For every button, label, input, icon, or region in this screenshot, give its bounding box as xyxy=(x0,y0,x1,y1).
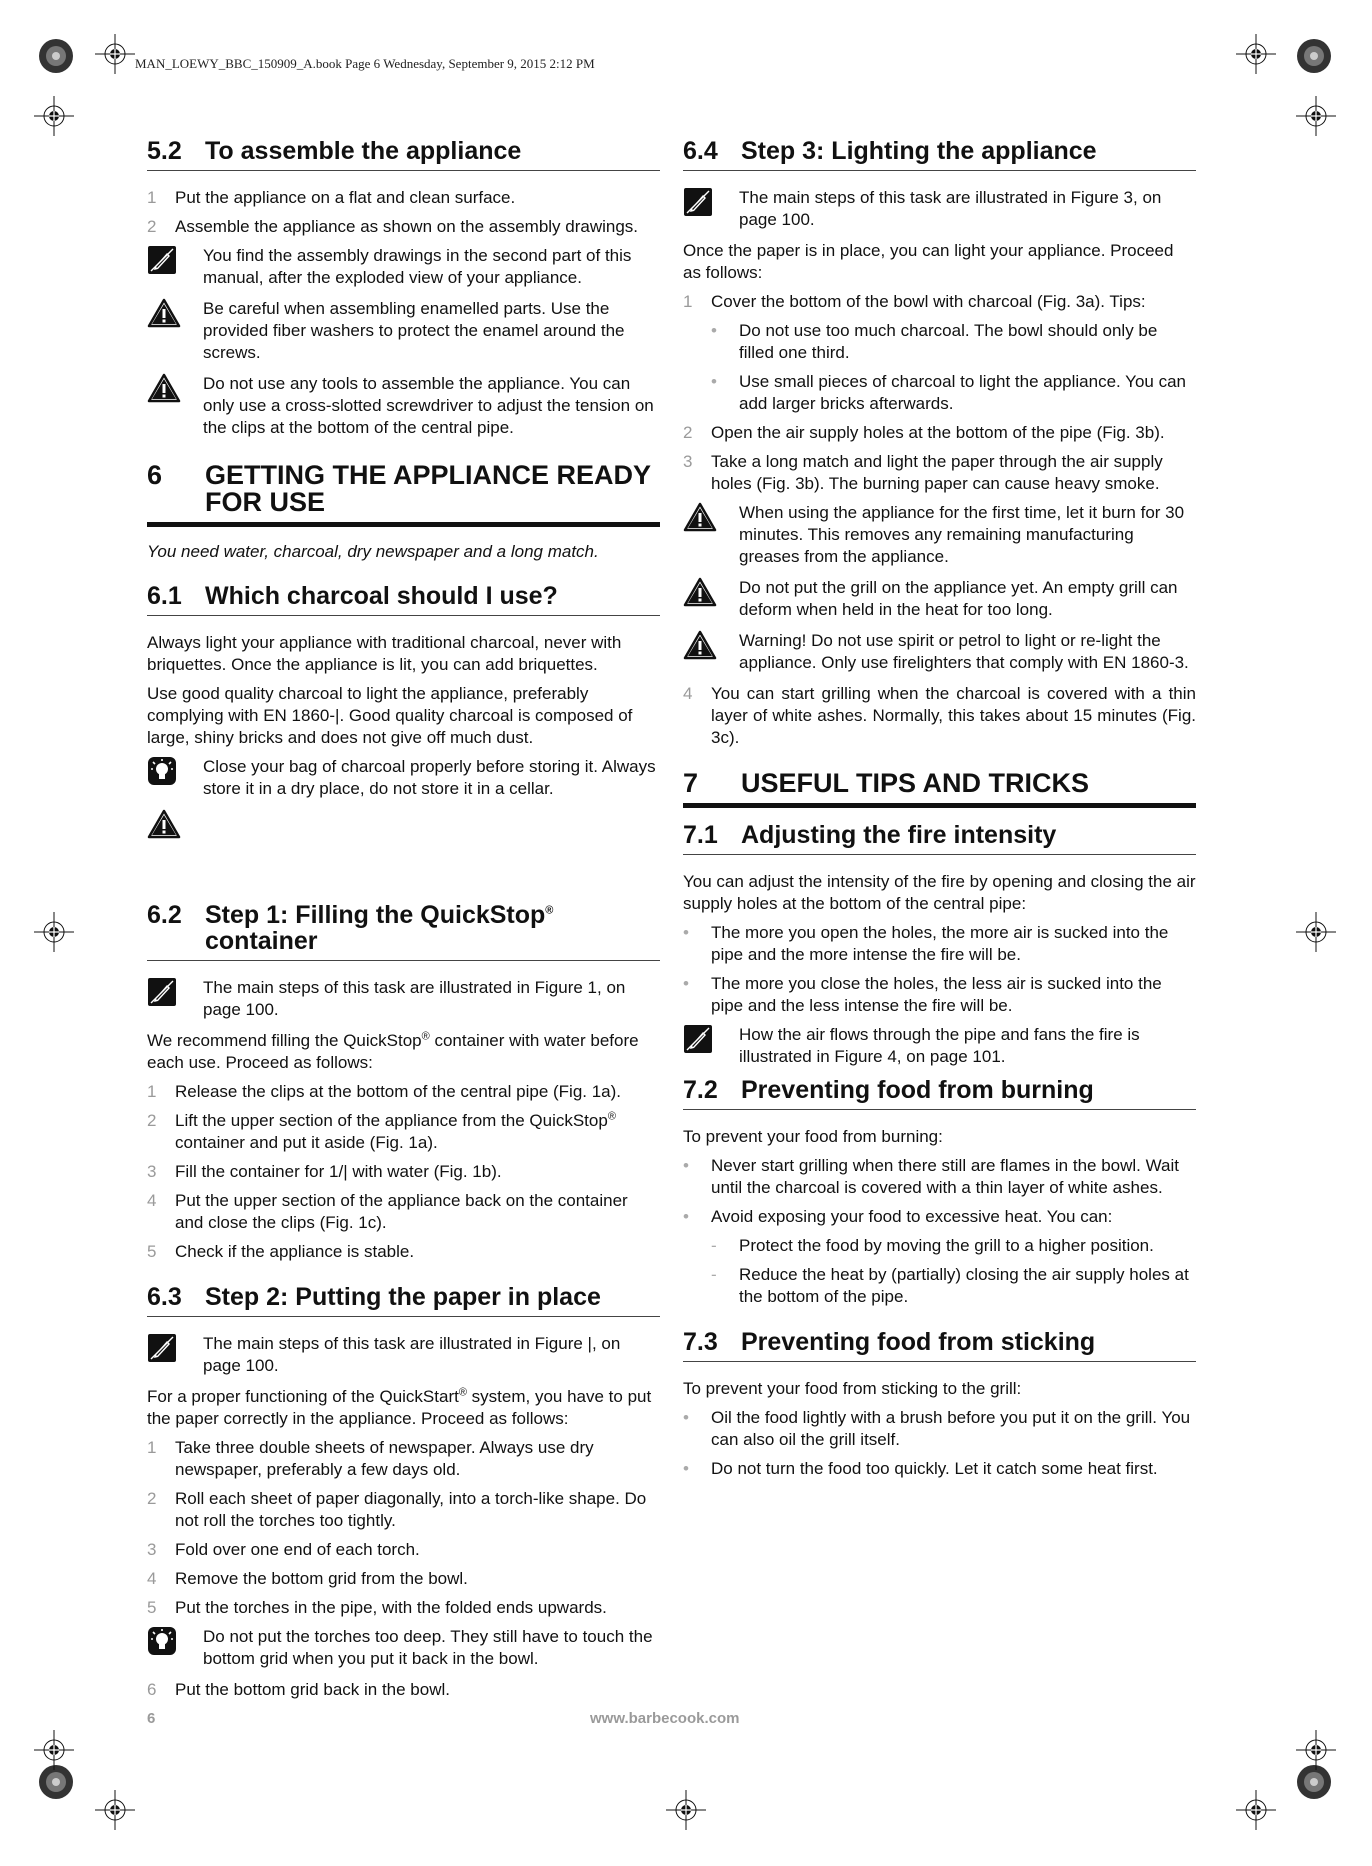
note-callout xyxy=(147,977,660,1021)
paragraph: We recommend filling the QuickStop® container with water before each use. Proceed as follows: xyxy=(147,1030,639,1072)
step-text: Remove the bottom grid from the bowl. xyxy=(175,1569,468,1588)
step-number: 6 xyxy=(147,1680,157,1699)
section-5-2-heading xyxy=(147,138,660,171)
section-7-3-heading xyxy=(683,1329,1196,1362)
bullet-item xyxy=(683,1206,1196,1228)
tip-callout xyxy=(147,1626,660,1670)
list-item xyxy=(683,422,1196,444)
chapter-title: USEFUL TIPS AND TRICKS xyxy=(741,768,1090,798)
note-text: The main steps of this task are illustrated in Figure |, on page 100. xyxy=(203,1334,621,1375)
pencil-note-icon xyxy=(683,1024,713,1054)
tip-text: Do not put the torches too deep. They still have to touch the bottom grid when you put it back in the bowl. xyxy=(203,1627,653,1668)
bullet-text: Protect the food by moving the grill to a higher position. xyxy=(739,1236,1154,1255)
bullet-item xyxy=(683,1155,1196,1199)
bullet-marker: • xyxy=(683,974,689,993)
registration-mark-upper-right xyxy=(1296,96,1336,136)
bullet-text: Do not use too much charcoal. The bowl should only be filled one third. xyxy=(739,321,1158,362)
bullet-marker: • xyxy=(683,1459,689,1478)
step-number: 2 xyxy=(147,217,157,236)
step-number: 1 xyxy=(147,188,157,207)
step-text: Lift the upper section of the appliance from the QuickStop® container and put it aside (Fig. 1a). xyxy=(175,1110,616,1152)
section-number: 7.2 xyxy=(683,1076,718,1104)
step-number: 1 xyxy=(147,1082,157,1101)
warning-triangle-icon xyxy=(683,577,717,607)
warning-callout xyxy=(683,502,1196,568)
section-title: Preventing food from burning xyxy=(741,1076,1094,1104)
warning-callout xyxy=(683,630,1196,674)
section-number: 6.4 xyxy=(683,137,718,165)
warning-text: Warning! Do not use spirit or petrol to light or re-light the appliance. Only use firelighters that comply with EN 1860-3. xyxy=(739,631,1189,672)
paragraph: You can adjust the intensity of the fire by opening and closing the air supply holes at the bottom of the central pipe: xyxy=(683,872,1196,913)
section-6-4-heading xyxy=(683,138,1196,171)
registration-mark-bottom-center xyxy=(666,1790,706,1830)
step-text: Release the clips at the bottom of the central pipe (Fig. 1a). xyxy=(175,1082,622,1101)
bullet-item xyxy=(683,922,1196,966)
step-text: Fold over one end of each torch. xyxy=(175,1540,420,1559)
bullet-item xyxy=(711,320,1196,364)
section-title: To assemble the appliance xyxy=(205,137,522,165)
note-text: The main steps of this task are illustrated in Figure 3, on page 100. xyxy=(739,188,1162,229)
bullet-item xyxy=(683,1458,1196,1480)
bullet-item xyxy=(711,371,1196,415)
paragraph: Use good quality charcoal to light the appliance, preferably complying with EN 1860-|. Good quality charcoal is composed of large, shiny bricks and does not give off much dust. xyxy=(147,684,633,747)
chapter-number: 7 xyxy=(683,768,699,798)
step-text: Put the upper section of the appliance back on the container and close the clips (Fig. 1c). xyxy=(175,1191,628,1232)
registration-mark-lower-right xyxy=(1296,1730,1336,1770)
step-number: 1 xyxy=(147,1438,157,1457)
warning-callout-empty xyxy=(147,809,660,853)
bullet-text: The more you open the holes, the more air is sucked into the pipe and the more intense the fire will be. xyxy=(711,923,1169,964)
section-title: Step 1: Filling the QuickStop® container xyxy=(205,901,554,955)
step-text: Cover the bottom of the bowl with charcoal (Fig. 3a). Tips: xyxy=(711,292,1146,311)
step-text: You can start grilling when the charcoal is covered with a thin layer of white ashes. Normally, this takes about 15 minutes (Fig. 3c). xyxy=(711,684,1196,747)
warning-triangle-icon xyxy=(683,630,717,660)
chapter-6-heading xyxy=(147,462,660,527)
starburst-mark-top-left xyxy=(38,38,74,74)
bullet-text: Oil the food lightly with a brush before you put it on the grill. You can also oil the grill itself. xyxy=(711,1408,1191,1449)
step-number: 4 xyxy=(147,1191,157,1210)
bullet-marker: • xyxy=(683,1156,689,1175)
list-item xyxy=(683,683,1196,749)
list-item xyxy=(147,1110,660,1154)
paragraph: Once the paper is in place, you can light your appliance. Proceed as follows: xyxy=(683,241,1174,282)
section-number: 6.2 xyxy=(147,901,182,929)
step-number: 4 xyxy=(147,1569,157,1588)
bullet-text: Reduce the heat by (partially) closing the air supply holes at the bottom of the pipe. xyxy=(739,1265,1189,1306)
bullet-text: Never start grilling when there still are flames in the bowl. Wait until the charcoal is covered with a thin layer of white ashes. xyxy=(711,1156,1179,1197)
section-number: 6.1 xyxy=(147,582,182,610)
warning-callout xyxy=(683,577,1196,621)
chapter-7-heading xyxy=(683,770,1196,808)
bullet-text: Use small pieces of charcoal to light the appliance. You can add larger bricks afterwards. xyxy=(739,372,1186,413)
note-callout xyxy=(147,1333,660,1377)
note-callout xyxy=(683,187,1196,231)
step-number: 3 xyxy=(683,452,693,471)
bullet-marker: • xyxy=(683,1207,689,1226)
step-number: 4 xyxy=(683,684,693,703)
section-title: Step 2: Putting the paper in place xyxy=(205,1283,601,1311)
pencil-note-icon xyxy=(147,977,177,1007)
list-item xyxy=(147,1190,660,1234)
step-text: Open the air supply holes at the bottom of the pipe (Fig. 3b). xyxy=(711,423,1165,442)
section-number: 7.3 xyxy=(683,1328,718,1356)
tip-text: Close your bag of charcoal properly before storing it. Always store it in a dry place, do not store it in a cellar. xyxy=(203,757,656,798)
bullet-marker: • xyxy=(711,372,717,391)
website-link[interactable]: www.barbecook.com xyxy=(590,1710,740,1727)
list-item xyxy=(147,1679,660,1701)
bullet-item xyxy=(683,973,1196,1017)
bullet-text: Avoid exposing your food to excessive heat. You can: xyxy=(711,1207,1113,1226)
section-6-3-heading xyxy=(147,1284,660,1317)
list-item xyxy=(147,1241,660,1263)
warning-triangle-icon xyxy=(147,809,181,839)
list-item xyxy=(683,291,1196,313)
registration-mark-top-right xyxy=(1236,34,1276,74)
warning-text: When using the appliance for the first time, let it burn for 30 minutes. This removes any remaining manufacturing greases from the appliance. xyxy=(739,503,1185,566)
warning-text: Be careful when assembling enamelled parts. Use the provided fiber washers to protect the enamel around the screws. xyxy=(203,299,625,362)
step-number: 2 xyxy=(147,1489,157,1508)
step-number: 3 xyxy=(147,1162,157,1181)
list-item xyxy=(147,1488,660,1532)
list-item xyxy=(147,187,660,209)
registration-mark-upper-left xyxy=(34,96,74,136)
warning-callout xyxy=(147,373,660,439)
warning-triangle-icon xyxy=(147,298,181,328)
section-7-1-heading xyxy=(683,822,1196,855)
list-item xyxy=(147,1081,660,1103)
step-text: Put the bottom grid back in the bowl. xyxy=(175,1680,450,1699)
registration-mark-mid-right xyxy=(1296,912,1336,952)
step-text: Take three double sheets of newspaper. Always use dry newspaper, preferably a few days old. xyxy=(175,1438,594,1479)
starburst-mark-top-right xyxy=(1296,38,1332,74)
warning-triangle-icon xyxy=(683,502,717,532)
step-number: 1 xyxy=(683,292,693,311)
chapter-intro: You need water, charcoal, dry newspaper and a long match. xyxy=(147,542,599,561)
bullet-item xyxy=(683,1407,1196,1451)
bullet-marker: • xyxy=(683,923,689,942)
warning-triangle-icon xyxy=(147,373,181,403)
paragraph: To prevent your food from sticking to the grill: xyxy=(683,1379,1022,1398)
list-item xyxy=(147,1597,660,1619)
section-number: 6.3 xyxy=(147,1283,182,1311)
pencil-note-icon xyxy=(147,245,177,275)
list-item xyxy=(147,216,660,238)
bullet-text: Do not turn the food too quickly. Let it catch some heat first. xyxy=(711,1459,1158,1478)
pencil-note-icon xyxy=(147,1333,177,1363)
note-callout xyxy=(147,245,660,289)
step-number: 3 xyxy=(147,1540,157,1559)
paragraph: Always light your appliance with traditional charcoal, never with briquettes. Once the appliance is lit, you can add briquettes. xyxy=(147,633,622,674)
registration-mark-bottom-left xyxy=(95,1790,135,1830)
section-7-2-heading xyxy=(683,1077,1196,1110)
dash-marker: - xyxy=(711,1236,717,1255)
page-number: 6 xyxy=(147,1710,156,1727)
note-text: The main steps of this task are illustrated in Figure 1, on page 100. xyxy=(203,978,626,1019)
note-text: How the air flows through the pipe and fans the fire is illustrated in Figure 4, on page 101. xyxy=(739,1025,1140,1066)
step-text: Roll each sheet of paper diagonally, into a torch-like shape. Do not roll the torches too tightly. xyxy=(175,1489,647,1530)
note-callout xyxy=(683,1024,1196,1068)
print-slug: MAN_LOEWY_BBC_150909_A.book Page 6 Wednesday, September 9, 2015 2:12 PM xyxy=(135,56,595,71)
registration-mark-mid-left xyxy=(34,912,74,952)
list-item xyxy=(147,1437,660,1481)
bullet-text: The more you close the holes, the less air is sucked into the pipe and the less intense the fire will be. xyxy=(711,974,1162,1015)
bullet-marker: • xyxy=(711,321,717,340)
warning-text: Do not put the grill on the appliance yet. An empty grill can deform when held in the heat for too long. xyxy=(739,578,1178,619)
warning-text: Do not use any tools to assemble the appliance. You can only use a cross-slotted screwdriver to adjust the tension on the clips at the bottom of the central pipe. xyxy=(203,374,654,437)
section-title: Which charcoal should I use? xyxy=(205,582,558,610)
pencil-note-icon xyxy=(683,187,713,217)
left-column xyxy=(147,138,660,1708)
step-number: 5 xyxy=(147,1242,157,1261)
paragraph: For a proper functioning of the QuickStart® system, you have to put the paper correctly in the appliance. Proceed as follows: xyxy=(147,1386,652,1428)
registration-mark-bottom-right xyxy=(1236,1790,1276,1830)
step-text: Take a long match and light the paper through the air supply holes (Fig. 3b). The burning paper can cause heavy smoke. xyxy=(711,452,1163,493)
list-item xyxy=(147,1568,660,1590)
sub-bullet-item xyxy=(711,1264,1196,1308)
note-text: You find the assembly drawings in the second part of this manual, after the exploded view of your appliance. xyxy=(203,246,632,287)
right-column xyxy=(683,138,1196,1487)
step-text: Put the appliance on a flat and clean surface. xyxy=(175,188,516,207)
section-number: 7.1 xyxy=(683,821,718,849)
warning-callout xyxy=(147,298,660,364)
sub-bullet-item xyxy=(711,1235,1196,1257)
chapter-title: GETTING THE APPLIANCE READY FOR USE xyxy=(205,460,651,517)
section-number: 5.2 xyxy=(147,137,182,165)
paragraph: To prevent your food from burning: xyxy=(683,1127,943,1146)
list-item xyxy=(147,1161,660,1183)
tip-callout xyxy=(147,756,660,800)
chapter-number: 6 xyxy=(147,460,163,490)
step-text: Fill the container for 1/| with water (Fig. 1b). xyxy=(175,1162,502,1181)
section-6-2-heading xyxy=(147,902,660,961)
step-text: Assemble the appliance as shown on the assembly drawings. xyxy=(175,217,639,236)
registration-mark-top-left xyxy=(95,34,135,74)
step-text: Put the torches in the pipe, with the folded ends upwards. xyxy=(175,1598,607,1617)
list-item xyxy=(683,451,1196,495)
section-title: Step 3: Lighting the appliance xyxy=(741,137,1097,165)
bullet-marker: • xyxy=(683,1408,689,1427)
list-item xyxy=(147,1539,660,1561)
step-number: 2 xyxy=(147,1111,157,1130)
step-number: 2 xyxy=(683,423,693,442)
dash-marker: - xyxy=(711,1265,717,1284)
lightbulb-tip-icon xyxy=(147,1626,177,1656)
step-number: 5 xyxy=(147,1598,157,1617)
lightbulb-tip-icon xyxy=(147,756,177,786)
registration-mark-lower-left xyxy=(34,1730,74,1770)
section-title: Adjusting the fire intensity xyxy=(741,821,1057,849)
step-text: Check if the appliance is stable. xyxy=(175,1242,415,1261)
section-title: Preventing food from sticking xyxy=(741,1328,1096,1356)
section-6-1-heading xyxy=(147,583,660,616)
